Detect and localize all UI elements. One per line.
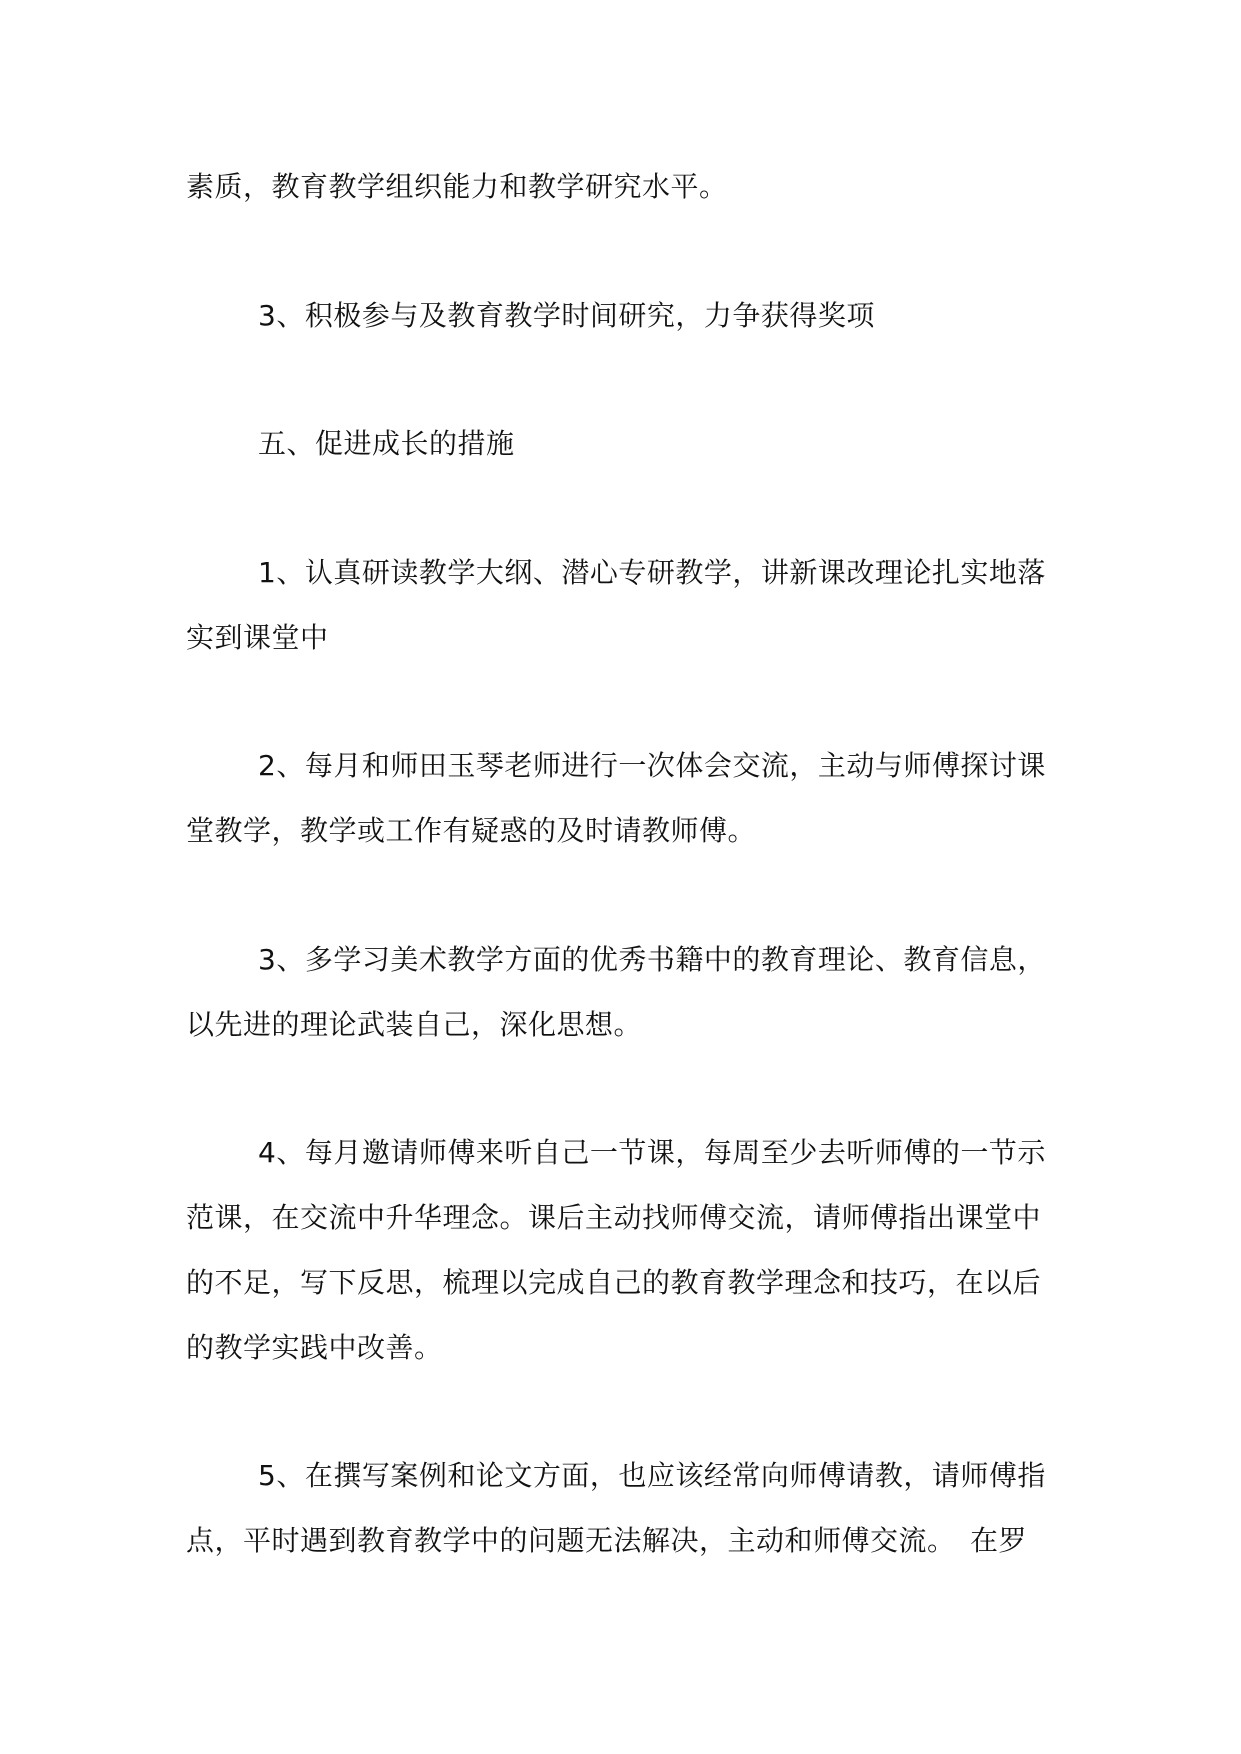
- paragraph-line: 以先进的理论武装自己，深化思想。: [186, 1008, 643, 1041]
- paragraph-line: 5、在撰写案例和论文方面，也应该经常向师傅请教，请师傅指: [258, 1459, 1046, 1492]
- paragraph-line: 的不足，写下反思，梳理以完成自己的教育教学理念和技巧，在以后: [186, 1266, 1042, 1299]
- paragraph-line: 范课，在交流中升华理念。课后主动找师傅交流，请师傅指出课堂中: [186, 1201, 1042, 1234]
- paragraph-line: 1、认真研读教学大纲、潜心专研教学，讲新课改理论扎实地落: [258, 556, 1046, 589]
- paragraph-line: 实到课堂中: [186, 621, 329, 654]
- paragraph-line: 的教学实践中改善。: [186, 1331, 443, 1364]
- paragraph-line: 3、积极参与及教育教学时间研究，力争获得奖项: [258, 299, 875, 332]
- paragraph-line: 4、每月邀请师傅来听自己一节课，每周至少去听师傅的一节示: [258, 1136, 1046, 1169]
- paragraph-line: 堂教学，教学或工作有疑惑的及时请教师傅。: [186, 814, 757, 847]
- paragraph-line: 2、每月和师田玉琴老师进行一次体会交流，主动与师傅探讨课: [258, 749, 1046, 782]
- paragraph-line: 3、多学习美术教学方面的优秀书籍中的教育理论、教育信息，: [258, 943, 1046, 976]
- paragraph-line: 素质，教育教学组织能力和教学研究水平。: [186, 170, 728, 203]
- paragraph-line: 点，平时遇到教育教学中的问题无法解决，主动和师傅交流。 在罗: [186, 1524, 1028, 1557]
- section-heading: 五、促进成长的措施: [258, 427, 515, 460]
